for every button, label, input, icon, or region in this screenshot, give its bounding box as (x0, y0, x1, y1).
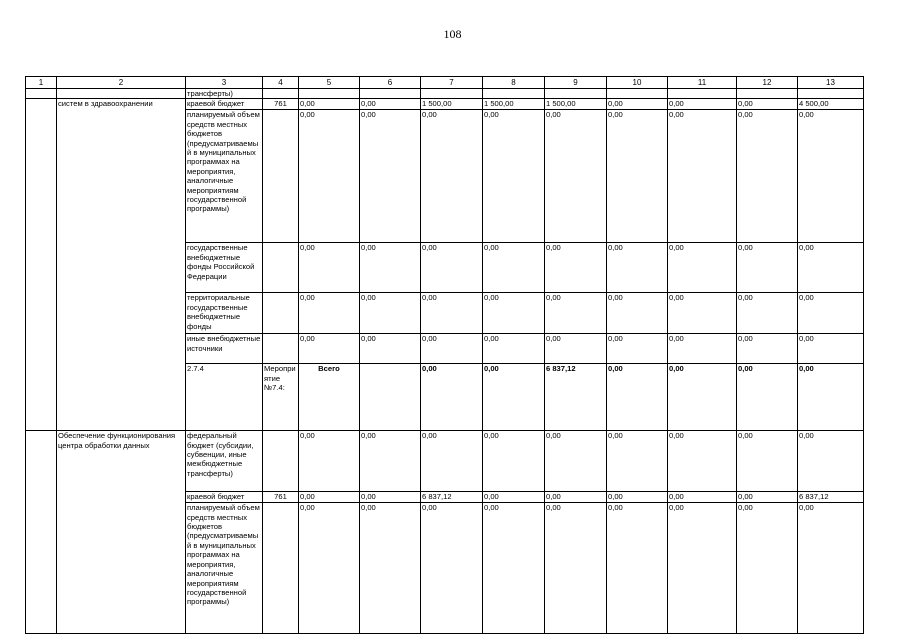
cell-value: 0,00 (607, 334, 668, 364)
cell-value: 0,00 (668, 243, 737, 293)
cell-code (263, 89, 299, 99)
cell-name: систем в здравоохранении (57, 99, 186, 431)
page-number: 108 (443, 27, 462, 41)
cell-value: 0,00 (737, 293, 798, 334)
cell-source: краевой бюджет (186, 99, 263, 110)
cell-value: 0,00 (545, 431, 607, 492)
cell-value: 0,00 (798, 110, 864, 243)
cell-value: 0,00 (545, 110, 607, 243)
cell-value: 0,00 (360, 492, 421, 503)
cell-value: 0,00 (737, 243, 798, 293)
cell-value: 0,00 (668, 431, 737, 492)
cell-value: 0,00 (737, 334, 798, 364)
header-cell: 5 (299, 77, 360, 89)
cell-value: 0,00 (668, 110, 737, 243)
cell-source: планируемый объем средств местных бюджетов (предусматриваемый в муниципальных программах на мероприятия, аналогичные мероприятиям государственной программы) (186, 110, 263, 243)
cell-value: 0,00 (607, 503, 668, 634)
cell-value: 0,00 (360, 431, 421, 492)
cell-value: 0,00 (607, 293, 668, 334)
cell-value: 0,00 (360, 503, 421, 634)
cell-value (545, 89, 607, 99)
cell-value (607, 89, 668, 99)
cell-value: 0,00 (299, 110, 360, 243)
cell-value: 0,00 (483, 243, 545, 293)
cell-value: 0,00 (421, 110, 483, 243)
cell-value: 0,00 (545, 334, 607, 364)
cell-value: 0,00 (607, 110, 668, 243)
cell-value: 0,00 (421, 293, 483, 334)
cell-name: Обеспечение функционирования центра обработки данных (57, 431, 186, 634)
cell-value: 0,00 (545, 492, 607, 503)
header-cell: 9 (545, 77, 607, 89)
cell-value: 0,00 (421, 334, 483, 364)
cell-value: 0,00 (798, 293, 864, 334)
cell-source: краевой бюджет (186, 492, 263, 503)
cell-value: 0,00 (737, 431, 798, 492)
cell-name: Мероприятие №7.4: (263, 364, 299, 431)
cell-source: трансферты) (186, 89, 263, 99)
cell-value (668, 89, 737, 99)
cell-value: 0,00 (668, 492, 737, 503)
cell-value: 0,00 (360, 334, 421, 364)
cell-value: 0,00 (545, 293, 607, 334)
cell-value: 1 500,00 (421, 99, 483, 110)
header-cell: 12 (737, 77, 798, 89)
header-cell: 8 (483, 77, 545, 89)
header-cell: 3 (186, 77, 263, 89)
cell-num: 2.7.4 (186, 364, 263, 431)
cell-value: 0,00 (421, 431, 483, 492)
cell-value: 0,00 (299, 492, 360, 503)
cell-num (26, 431, 57, 634)
cell-value: 0,00 (668, 364, 737, 431)
cell-value: 0,00 (483, 110, 545, 243)
cell-value: 0,00 (360, 293, 421, 334)
header-cell: 7 (421, 77, 483, 89)
cell-code (263, 334, 299, 364)
cell-value: 0,00 (545, 503, 607, 634)
header-cell: 11 (668, 77, 737, 89)
cell-value: 0,00 (737, 99, 798, 110)
cell-value: 0,00 (798, 364, 864, 431)
cell-code (263, 110, 299, 243)
cell-value: 0,00 (421, 243, 483, 293)
cell-source: иные внебюджетные источники (186, 334, 263, 364)
cell-value: 0,00 (798, 334, 864, 364)
cell-code: 761 (263, 492, 299, 503)
cell-value (360, 89, 421, 99)
cell-value: 0,00 (299, 293, 360, 334)
cell-value: 0,00 (668, 99, 737, 110)
cell-name (57, 89, 186, 99)
table-row (26, 89, 864, 99)
cell-code (263, 503, 299, 634)
cell-value: 0,00 (483, 334, 545, 364)
cell-value: 0,00 (299, 431, 360, 492)
cell-value: 0,00 (483, 293, 545, 334)
table-header-row (26, 77, 864, 89)
header-cell: 4 (263, 77, 299, 89)
cell-value: 0,00 (668, 503, 737, 634)
table-row (26, 431, 864, 492)
cell-source: Всего (299, 364, 360, 431)
cell-value (421, 89, 483, 99)
cell-value (798, 89, 864, 99)
header-cell: 6 (360, 77, 421, 89)
cell-value: 0,00 (299, 334, 360, 364)
cell-value (299, 89, 360, 99)
cell-value: 0,00 (737, 364, 798, 431)
cell-value: 4 500,00 (798, 99, 864, 110)
cell-value (737, 89, 798, 99)
cell-value: 0,00 (737, 503, 798, 634)
cell-value: 0,00 (360, 243, 421, 293)
budget-table (25, 76, 864, 634)
cell-num (26, 99, 57, 431)
cell-value: 6 837,12 (545, 364, 607, 431)
cell-value: 6 837,12 (421, 492, 483, 503)
cell-value: 0,00 (483, 431, 545, 492)
cell-code: 761 (263, 99, 299, 110)
cell-value: 0,00 (607, 364, 668, 431)
cell-value: 1 500,00 (545, 99, 607, 110)
cell-value: 0,00 (737, 110, 798, 243)
cell-value: 0,00 (737, 492, 798, 503)
cell-value: 0,00 (607, 99, 668, 110)
cell-value: 0,00 (607, 243, 668, 293)
cell-value: 0,00 (668, 293, 737, 334)
cell-value: 0,00 (798, 431, 864, 492)
cell-value: 0,00 (798, 503, 864, 634)
header-cell: 1 (26, 77, 57, 89)
cell-value: 0,00 (798, 243, 864, 293)
cell-num (26, 89, 57, 99)
cell-source: государственные внебюджетные фонды Российской Федерации (186, 243, 263, 293)
cell-value: 0,00 (483, 364, 545, 431)
cell-code (263, 243, 299, 293)
header-cell: 2 (57, 77, 186, 89)
cell-code (263, 431, 299, 492)
cell-value: 0,00 (299, 99, 360, 110)
cell-value: 6 837,12 (798, 492, 864, 503)
cell-value: 0,00 (360, 110, 421, 243)
cell-value: 0,00 (299, 243, 360, 293)
cell-value: 0,00 (360, 99, 421, 110)
cell-value (483, 89, 545, 99)
cell-code (360, 364, 421, 431)
table-row (26, 99, 864, 110)
cell-value: 0,00 (607, 492, 668, 503)
cell-value: 0,00 (483, 492, 545, 503)
cell-source: территориальные государственные внебюджетные фонды (186, 293, 263, 334)
cell-value: 0,00 (668, 334, 737, 364)
cell-source: федеральный бюджет (субсидии, субвенции, иные межбюджетные трансферты) (186, 431, 263, 492)
header-cell: 13 (798, 77, 864, 89)
cell-value: 0,00 (483, 503, 545, 634)
header-cell: 10 (607, 77, 668, 89)
cell-value: 1 500,00 (483, 99, 545, 110)
cell-code (263, 293, 299, 334)
cell-value: 0,00 (299, 503, 360, 634)
cell-value: 0,00 (607, 431, 668, 492)
cell-source: планируемый объем средств местных бюджетов (предусматриваемый в муниципальных программах на мероприятия, аналогичные мероприятиям государственной программы) (186, 503, 263, 634)
cell-value: 0,00 (421, 364, 483, 431)
cell-value: 0,00 (545, 243, 607, 293)
cell-value: 0,00 (421, 503, 483, 634)
